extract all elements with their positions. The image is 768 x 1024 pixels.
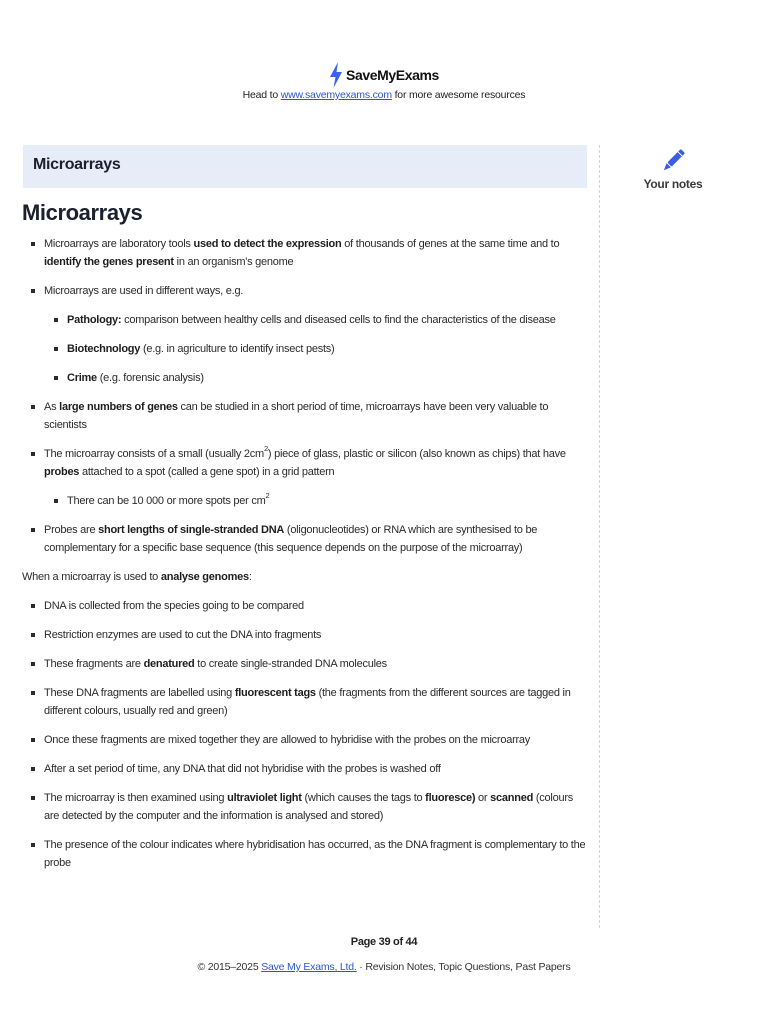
sub-bullet-item: Biotechnology (e.g. in agriculture to identify insect pests) <box>22 340 588 358</box>
sub-bullet-item: Crime (e.g. forensic analysis) <box>22 369 588 387</box>
lightning-bolt-icon <box>329 62 343 88</box>
bullet-item: The presence of the colour indicates where hybridisation has occurred, as the DNA fragment is complementary to the probe <box>22 836 588 872</box>
copyright-line: © 2015–2025 Save My Exams, Ltd. · Revision Notes, Topic Questions, Past Papers <box>197 961 571 973</box>
sub-bullet-item: Pathology: comparison between healthy cells and diseased cells to find the characteristics of the disease <box>22 311 588 329</box>
bullet-item: These fragments are denatured to create single-stranded DNA molecules <box>22 655 588 673</box>
notes-list <box>22 235 588 872</box>
sub-bullet-item: There can be 10 000 or more spots per $cm^2$ <box>22 492 588 510</box>
bullet-item: These DNA fragments are labelled using fluorescent tags (the fragments from the different sources are tagged in different colours, usually red and green) <box>22 684 588 720</box>
section-banner-title: Microarrays <box>33 156 121 173</box>
bullet-item: Microarrays are laboratory tools used to detect the expression of thousands of genes at the same time and to identify the genes present in an organism's genome <box>22 235 588 271</box>
bullet-item: Probes are short lengths of single-stranded DNA (oligonucleotides) or RNA which are synthesised to be complementary for a specific base sequence (this sequence depends on the purpose of the microarray) <box>22 521 588 557</box>
bullet-item: Restriction enzymes are used to cut the DNA into fragments <box>22 626 588 644</box>
bullet-item: Microarrays are used in different ways, e.g. <box>22 282 588 300</box>
page-number: Page 39 of 44 <box>350 936 418 948</box>
header-tagline: Head to www.savemyexams.com for more awesome resources <box>242 89 526 101</box>
page-title: Microarrays <box>22 200 143 225</box>
bullet-item: The microarray is then examined using ultraviolet light (which causes the tags to fluoresce) or scanned (colours are detected by the computer and the information is analysed and stored) <box>22 789 588 825</box>
paragraph: When a microarray is used to analyse genomes: <box>22 571 252 583</box>
bullet-item: After a set period of time, any DNA that did not hybridise with the probes is washed off <box>22 760 588 778</box>
bullet-item: Once these fragments are mixed together they are allowed to hybridise with the probes on the microarray <box>22 731 588 749</box>
section-banner <box>23 145 587 188</box>
notes-content <box>22 235 588 883</box>
website-link[interactable]: www.savemyexams.com <box>280 89 392 101</box>
notes-divider <box>599 145 600 928</box>
bullet-item: The microarray consists of a small (usually $2cm^2$) piece of glass, plastic or silicon (also known as chips) that have probes attached to a spot (called a gene spot) in a grid pattern <box>22 445 588 481</box>
your-notes-label: Your notes <box>643 177 703 191</box>
pencil-icon[interactable] <box>658 146 688 176</box>
bullet-item: As large numbers of genes can be studied in a short period of time, microarrays have been very valuable to scientists <box>22 398 588 434</box>
brand-name: SaveMyExams <box>346 67 439 83</box>
brand-logo[interactable] <box>0 62 768 88</box>
company-link[interactable]: Save My Exams, Ltd. <box>261 961 357 973</box>
bullet-item: DNA is collected from the species going to be compared <box>22 597 588 615</box>
